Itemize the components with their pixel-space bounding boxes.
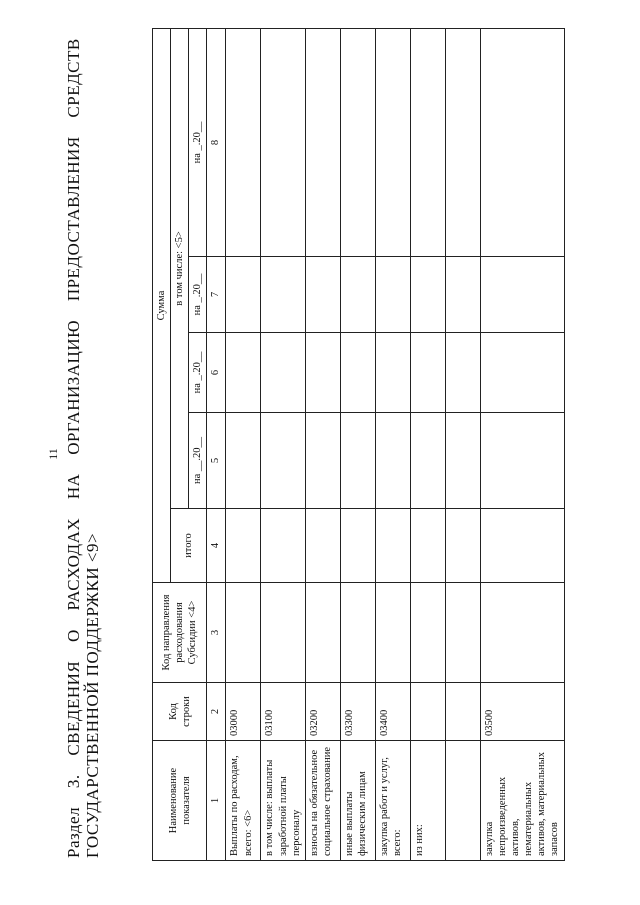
row-code: 03500 <box>480 683 564 741</box>
row-name: закупка непроизведенных активов, нематериальных активов, материальных запасов <box>480 741 564 861</box>
header-sum: Сумма <box>153 28 171 582</box>
row-name: в том числе: выплаты заработной платы персоналу <box>261 741 305 861</box>
row-code: 03300 <box>340 683 375 741</box>
table-row <box>445 28 480 860</box>
row-code: 03100 <box>261 683 305 741</box>
col-number: 6 <box>207 333 226 413</box>
row-name: Выплаты по расходам, всего: <6> <box>226 741 261 861</box>
row-name: из них: <box>410 741 445 861</box>
row-code: 03200 <box>305 683 340 741</box>
row-name <box>445 741 480 861</box>
table-row <box>261 28 305 860</box>
col-number: 7 <box>207 257 226 333</box>
table-row <box>375 28 410 860</box>
col-number: 2 <box>207 683 226 741</box>
expenses-table <box>152 28 565 861</box>
row-name: закупка работ и услуг, всего: <box>375 741 410 861</box>
col-number: 5 <box>207 413 226 509</box>
row-code <box>445 683 480 741</box>
header-year3: на _.20__ <box>189 257 207 333</box>
col-number: 1 <box>207 741 226 861</box>
header-direction: Код направления расходования Субсидии <4> <box>153 583 207 683</box>
header-total: итого <box>171 509 207 583</box>
table-row <box>480 28 564 860</box>
header-year4: на _.20__ <box>189 28 207 256</box>
header-year1: на __.20__ <box>189 413 207 509</box>
table-row <box>340 28 375 860</box>
header-year2: на _.20__ <box>189 333 207 413</box>
header-including: в том числе: <5> <box>171 28 189 508</box>
row-name: иные выплаты физическим лицам <box>340 741 375 861</box>
page-number: 11 <box>46 448 60 460</box>
header-code: Код строки <box>153 683 207 741</box>
section-title-line2: ГОСУДАРСТВЕННОЙ ПОДДЕРЖКИ <9> <box>83 532 102 858</box>
rotated-page-content <box>0 23 640 883</box>
col-number: 3 <box>207 583 226 683</box>
row-code: 03400 <box>375 683 410 741</box>
col-number: 8 <box>207 28 226 256</box>
table-row <box>226 28 261 860</box>
row-code: 03000 <box>226 683 261 741</box>
section-title-line1: Раздел 3. СВЕДЕНИЯ О РАСХОДАХ НА ОРГАНИЗАЦИЮ ПРЕДОСТАВЛЕНИЯ СРЕДСТВ <box>64 38 83 858</box>
row-name: взносы на обязательное социальное страхование <box>305 741 340 861</box>
table-row <box>305 28 340 860</box>
header-name: Наименование показателя <box>153 741 207 861</box>
row-code <box>410 683 445 741</box>
col-number: 4 <box>207 509 226 583</box>
table-row <box>410 28 445 860</box>
